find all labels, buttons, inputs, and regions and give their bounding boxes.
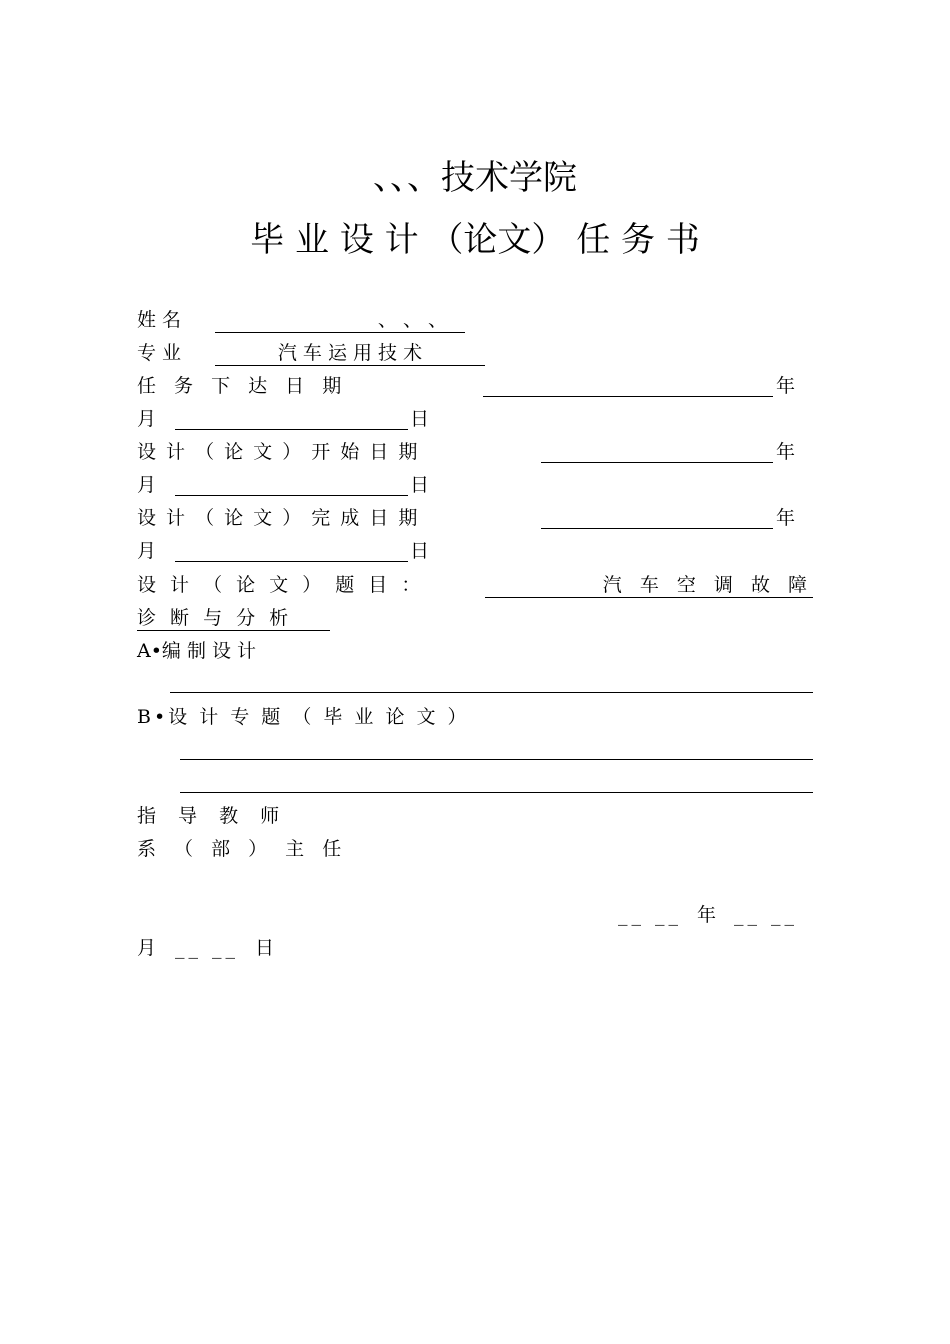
start-date-month-line[interactable] — [175, 495, 408, 496]
topic-field-line1[interactable] — [485, 573, 813, 598]
document-title: 毕 业 设 计 （论文） 任 务 书 — [250, 220, 700, 260]
major-field[interactable] — [215, 341, 485, 366]
finish-date-year-label: 年 — [776, 507, 796, 529]
name-label: 姓 名 — [137, 309, 182, 331]
issue-date-year-label: 年 — [776, 375, 796, 397]
sign-date-month-label: 月 — [137, 937, 157, 959]
finish-date-label: 设 计 （ 论 文 ） 完 成 日 期 — [137, 507, 420, 529]
name-value: 、 、 、 — [377, 309, 447, 331]
issue-date-month-line[interactable] — [175, 429, 408, 430]
start-date-year-line[interactable] — [541, 462, 773, 463]
topic-label: 设 计 （ 论 文 ） 题 目 ： — [137, 574, 425, 596]
issue-date-month-label: 月 — [137, 408, 157, 430]
start-date-year-label: 年 — [776, 441, 796, 463]
section-b-line-1[interactable] — [180, 759, 813, 760]
finish-date-month-line[interactable] — [175, 561, 408, 562]
topic-field-line2[interactable] — [137, 606, 330, 631]
section-b-label: B•设 计 专 题 （ 毕 业 论 文 ） — [137, 706, 470, 728]
finish-date-year-line[interactable] — [541, 528, 773, 529]
advisor-label: 指 导 教 师 — [137, 805, 288, 827]
start-date-day-label: 日 — [410, 474, 430, 496]
sign-date-day-label: 日 — [255, 937, 275, 959]
section-b-line-2[interactable] — [180, 792, 813, 793]
start-date-label: 设 计 （ 论 文 ） 开 始 日 期 — [137, 441, 420, 463]
topic-value-line1: 汽 车 空 调 故 障 — [602, 574, 813, 596]
sign-date-year-label: 年 — [697, 904, 717, 926]
major-value: 汽 车 运 用 技 术 — [277, 342, 423, 364]
major-label: 专 业 — [137, 342, 182, 364]
issue-date-label: 任 务 下 达 日 期 — [137, 375, 348, 397]
name-field[interactable] — [215, 308, 465, 333]
section-a-label: A•编 制 设 计 — [137, 640, 257, 662]
issue-date-year-line[interactable] — [483, 396, 773, 397]
dept-head-label: 系 （ 部 ） 主 任 — [137, 838, 348, 860]
sign-date-month-blank[interactable]: __ __ — [175, 937, 240, 959]
start-date-month-label: 月 — [137, 474, 157, 496]
topic-value-line2: 诊 断 与 分 析 — [137, 607, 293, 629]
finish-date-day-label: 日 — [410, 540, 430, 562]
sign-date-year-blank[interactable]: __ __ — [618, 904, 683, 926]
finish-date-month-label: 月 — [137, 540, 157, 562]
issue-date-day-label: 日 — [410, 408, 430, 430]
section-a-line[interactable] — [170, 692, 813, 693]
name-row — [137, 308, 181, 332]
sign-date-year-blank-2[interactable]: __ __ — [734, 904, 799, 926]
school-title: 、、、技术学院 — [373, 158, 577, 198]
